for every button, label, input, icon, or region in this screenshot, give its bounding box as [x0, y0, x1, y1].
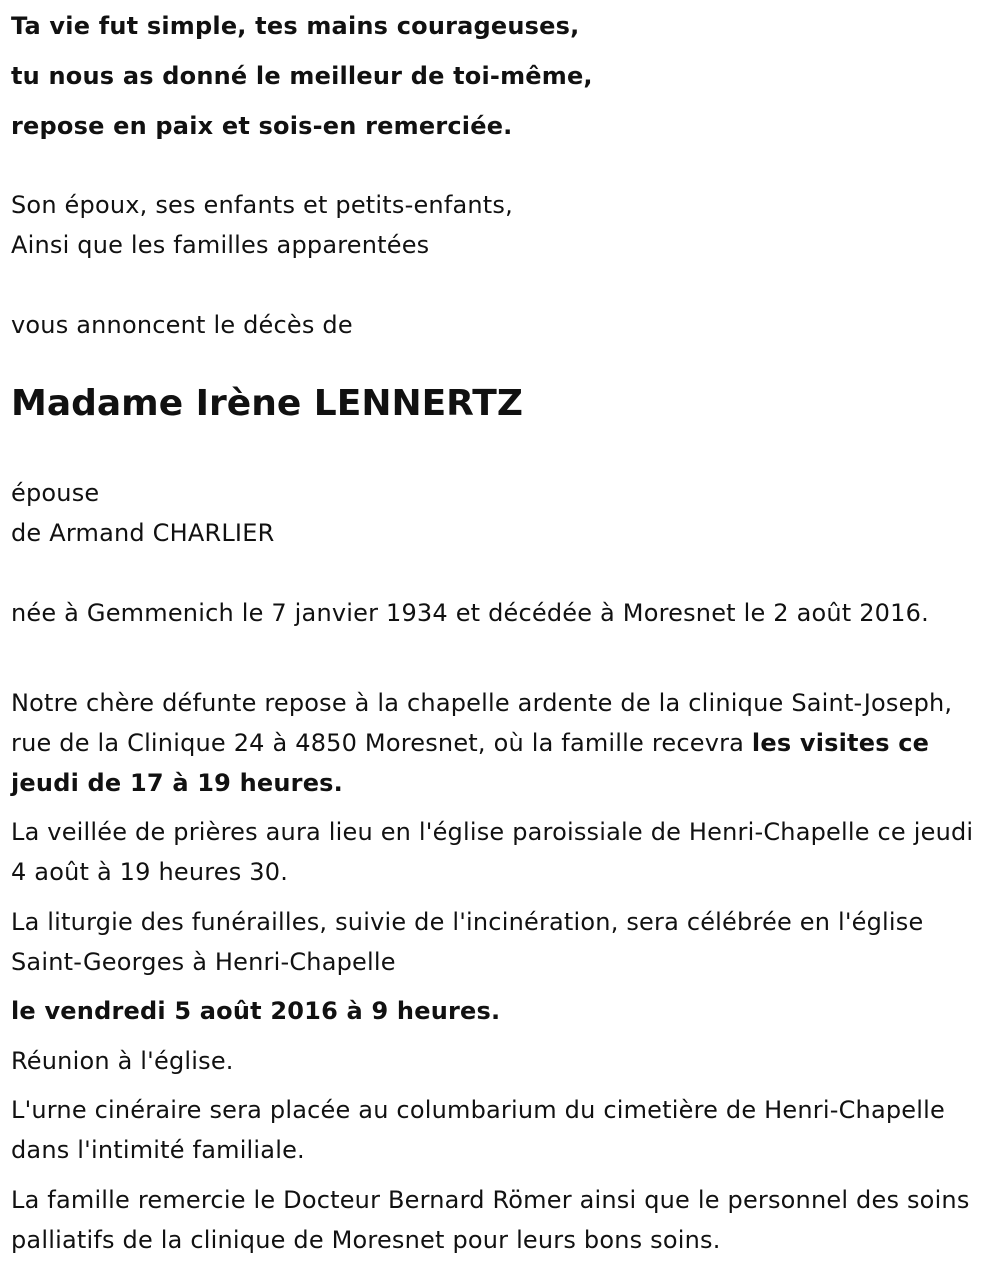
visitation-hours: les visites ce jeudi de 17 à 19 heures.: [11, 729, 930, 797]
visitation-text: Notre chère défunte repose à la chapelle ardente de la clinique Saint-Joseph, rue de la Clinique 24 à 4850 Moresnet, où la famille recevra: [11, 689, 953, 757]
family-line-2: Ainsi que les familles apparentées: [11, 231, 430, 259]
deceased-name: Madame Irène LENNERTZ: [11, 383, 523, 424]
meeting-text: Réunion à l'église.: [11, 1047, 234, 1075]
announcement-text: vous annoncent le décès de: [11, 311, 353, 339]
funeral-date: le vendredi 5 août 2016 à 9 heures.: [11, 997, 501, 1025]
spouse-line-1: épouse: [11, 479, 100, 507]
urn-text: L'urne cinéraire sera placée au columbarium du cimetière de Henri-Chapelle dans l'intimité familiale.: [11, 1096, 945, 1164]
vigil-text: La veillée de prières aura lieu en l'église paroissiale de Henri-Chapelle ce jeudi 4 août à 19 heures 30.: [11, 818, 974, 886]
liturgy-text: La liturgie des funérailles, suivie de l'incinération, sera célébrée en l'église Saint-Georges à Henri-Chapelle: [11, 908, 924, 976]
family-line-1: Son époux, ses enfants et petits-enfants,: [11, 191, 513, 219]
birth-death-text: née à Gemmenich le 7 janvier 1934 et décédée à Moresnet le 2 août 2016.: [11, 599, 929, 627]
visitation-paragraph: [11, 683, 986, 803]
spouse-line-2: de Armand CHARLIER: [11, 519, 275, 547]
thanks-text: La famille remercie le Docteur Bernard Römer ainsi que le personnel des soins palliatifs de la clinique de Moresnet pour leurs bons soins.: [11, 1186, 970, 1254]
poem-line-2: tu nous as donné le meilleur de toi-même,: [11, 62, 593, 90]
poem-line-1: Ta vie fut simple, tes mains courageuses,: [11, 12, 580, 40]
poem-line-3: repose en paix et sois-en remerciée.: [11, 112, 513, 140]
